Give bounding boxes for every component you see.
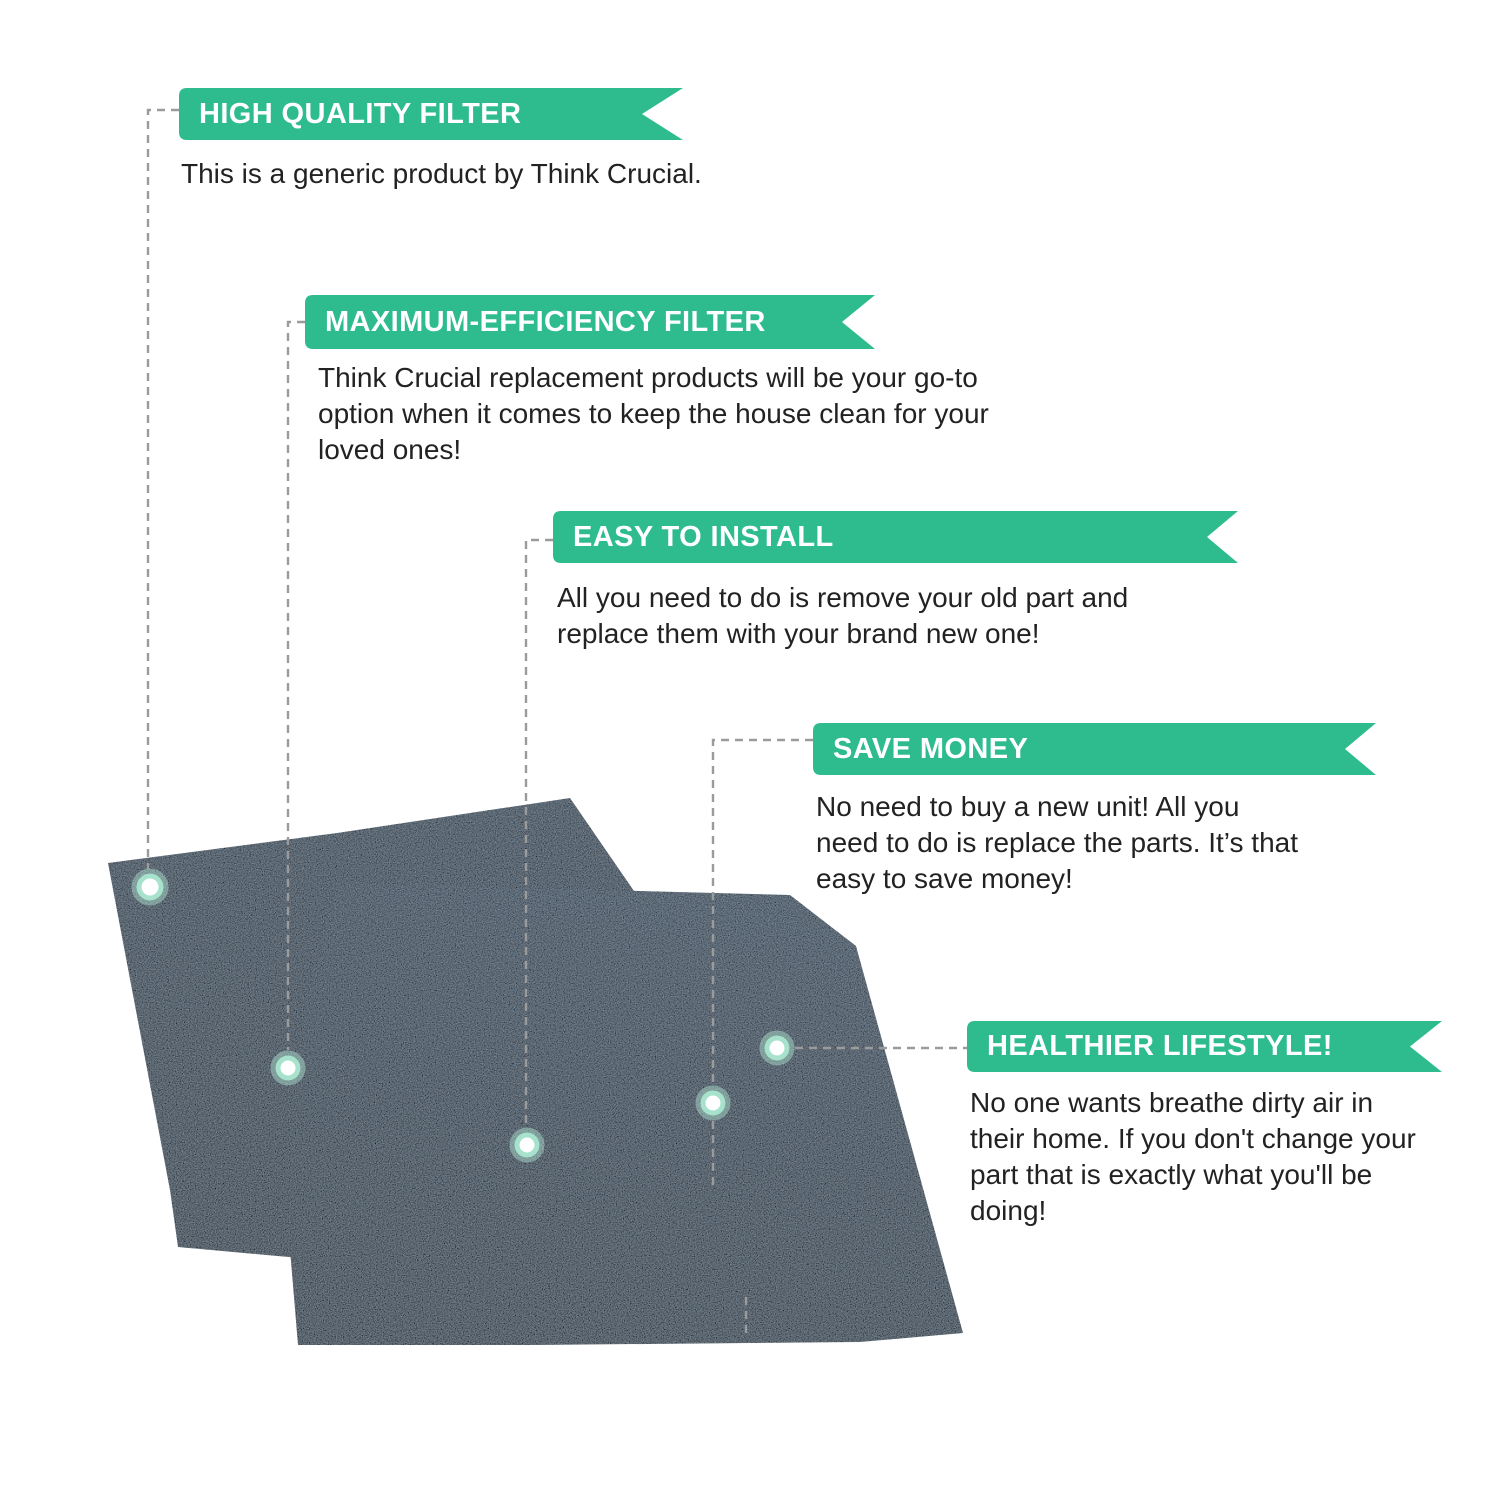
callout-dot-easy-install [517, 1135, 537, 1155]
leader-line-high-quality [148, 110, 179, 869]
filter-pad-front [285, 883, 963, 1345]
text-high-quality: This is a generic product by Think Crucial. [181, 158, 702, 189]
callout-dot-healthier [767, 1038, 787, 1058]
text-easy-install: All you need to do is remove your old part and replace them with your brand new one! [557, 582, 1129, 649]
banner-title: HEALTHIER LIFESTYLE! [987, 1030, 1333, 1062]
banner-title: EASY TO INSTALL [573, 521, 834, 553]
banner-easy-install [553, 511, 1238, 563]
banner-high-quality [179, 88, 683, 140]
text-save-money: No need to buy a new unit! All you need to do is replace the parts. It’s that easy to save money! [816, 791, 1299, 894]
banner-max-efficiency [305, 295, 875, 349]
banner-healthier-lifestyle [967, 1021, 1442, 1072]
callout-dot-max-efficiency [278, 1058, 298, 1078]
banner-title: HIGH QUALITY FILTER [199, 98, 522, 130]
banner-title: SAVE MONEY [833, 733, 1029, 765]
text-max-efficiency: Think Crucial replacement products will be your go-to option when it comes to keep the house clean for your loved ones! [318, 362, 989, 465]
text-healthier-lifestyle: No one wants breathe dirty air in their home. If you don't change your part that is exactly what you'll be doing! [970, 1087, 1416, 1226]
callout-dot-save-money [703, 1093, 723, 1113]
banner-save-money [813, 723, 1376, 775]
banner-title: MAXIMUM-EFFICIENCY FILTER [325, 306, 766, 338]
callout-dot-high-quality [139, 876, 161, 898]
